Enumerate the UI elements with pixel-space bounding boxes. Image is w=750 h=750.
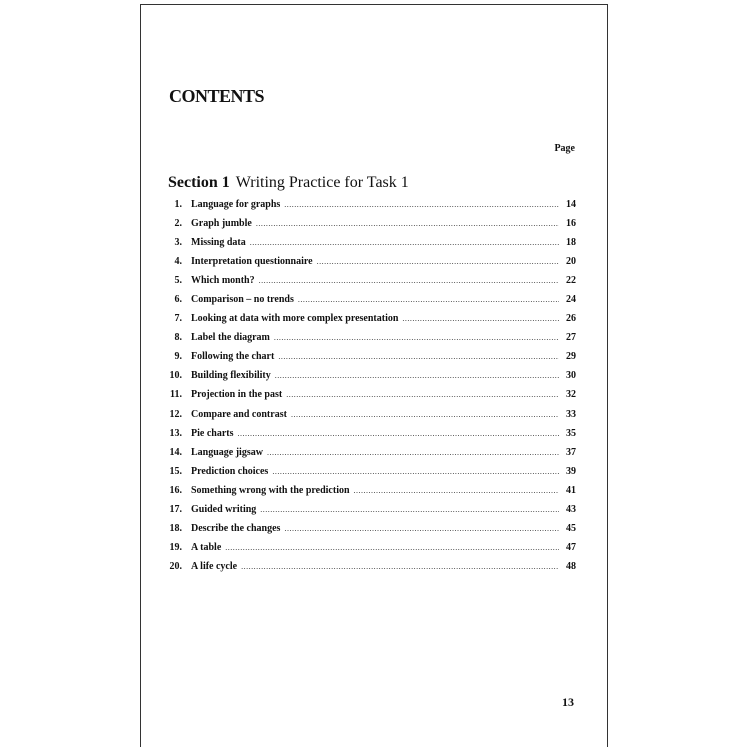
entry-page: 41 bbox=[566, 484, 576, 496]
toc-entry bbox=[160, 294, 576, 313]
dot-leader bbox=[298, 295, 559, 304]
toc-entry bbox=[160, 389, 576, 408]
toc-entry bbox=[160, 237, 576, 256]
entry-title: Interpretation questionnaire bbox=[191, 256, 313, 268]
dot-leader bbox=[278, 352, 559, 361]
toc-entry bbox=[160, 542, 576, 561]
entry-page: 45 bbox=[566, 522, 576, 534]
entry-page: 20 bbox=[566, 256, 576, 268]
dot-leader bbox=[291, 410, 559, 419]
entry-title: Building flexibility bbox=[191, 370, 271, 382]
toc-entry bbox=[160, 256, 576, 275]
entry-page: 30 bbox=[566, 370, 576, 382]
toc-entry bbox=[160, 523, 576, 542]
dot-leader bbox=[284, 524, 559, 533]
entry-title: Pie charts bbox=[191, 427, 234, 439]
dot-leader bbox=[317, 257, 559, 266]
entry-page: 43 bbox=[566, 503, 576, 515]
dot-leader bbox=[274, 333, 559, 342]
dot-leader bbox=[284, 200, 559, 209]
entry-number: 11. bbox=[170, 389, 182, 401]
toc-entry bbox=[160, 409, 576, 428]
entry-page: 48 bbox=[566, 560, 576, 572]
entry-page: 35 bbox=[566, 427, 576, 439]
entry-title: Describe the changes bbox=[191, 522, 281, 534]
toc-entry bbox=[160, 313, 576, 332]
entry-title: Compare and contrast bbox=[191, 408, 287, 420]
section-title: Writing Practice for Task 1 bbox=[235, 174, 409, 191]
entry-number: 5. bbox=[174, 275, 182, 287]
entry-title: Something wrong with the prediction bbox=[191, 484, 350, 496]
toc-entry bbox=[160, 466, 576, 485]
entry-title: Projection in the past bbox=[191, 389, 283, 401]
dot-leader bbox=[286, 390, 559, 399]
dot-leader bbox=[238, 429, 560, 438]
toc-entry bbox=[160, 351, 576, 370]
dot-leader bbox=[275, 371, 559, 380]
entry-page: 29 bbox=[566, 351, 576, 363]
entry-number: 6. bbox=[174, 294, 182, 306]
entry-title: Prediction choices bbox=[191, 465, 269, 477]
entry-number: 2. bbox=[174, 218, 182, 230]
dot-leader bbox=[402, 314, 559, 323]
entry-title: Following the chart bbox=[191, 351, 275, 363]
entry-title: Which month? bbox=[191, 275, 255, 287]
entry-page: 14 bbox=[566, 199, 576, 210]
entry-page: 16 bbox=[566, 218, 576, 230]
toc-entry bbox=[160, 561, 576, 580]
entry-page: 26 bbox=[566, 313, 576, 325]
entry-title: Graph jumble bbox=[191, 218, 252, 230]
entry-number: 7. bbox=[174, 313, 182, 325]
entry-number: 18. bbox=[169, 522, 182, 534]
entry-number: 20. bbox=[169, 560, 182, 572]
entry-title: Missing data bbox=[191, 237, 246, 249]
entry-title: A life cycle bbox=[191, 560, 238, 572]
toc-entry bbox=[160, 218, 576, 237]
entry-title: Language for graphs bbox=[191, 199, 281, 210]
entry-title: Looking at data with more complex presentation bbox=[191, 313, 399, 325]
entry-page: 27 bbox=[566, 332, 576, 344]
entry-number: 13. bbox=[169, 427, 182, 439]
dot-leader bbox=[267, 448, 559, 457]
entry-page: 22 bbox=[566, 275, 576, 287]
entry-page: 24 bbox=[566, 294, 576, 306]
dot-leader bbox=[272, 467, 559, 476]
entry-page: 33 bbox=[566, 408, 576, 420]
page-number: 13 bbox=[562, 695, 574, 709]
toc-entry bbox=[160, 428, 576, 447]
entry-number: 8. bbox=[174, 332, 182, 344]
entry-page: 39 bbox=[566, 465, 576, 477]
page-column-header: Page bbox=[554, 143, 575, 154]
entry-title: Language jigsaw bbox=[191, 446, 263, 458]
toc-entry bbox=[160, 332, 576, 351]
entry-title: Comparison – no trends bbox=[191, 294, 294, 306]
entry-title: Label the diagram bbox=[191, 332, 270, 344]
entry-number: 10. bbox=[169, 370, 182, 382]
entry-title: A table bbox=[191, 541, 222, 553]
toc-list bbox=[160, 199, 576, 580]
entry-number: 1. bbox=[174, 199, 182, 210]
toc-entry bbox=[160, 199, 576, 218]
toc-entry bbox=[160, 275, 576, 294]
entry-page: 18 bbox=[566, 237, 576, 249]
dot-leader bbox=[354, 486, 559, 495]
entry-title: Guided writing bbox=[191, 503, 257, 515]
entry-number: 19. bbox=[169, 541, 182, 553]
entry-number: 14. bbox=[169, 446, 182, 458]
entry-number: 15. bbox=[169, 465, 182, 477]
entry-number: 3. bbox=[174, 237, 182, 249]
dot-leader bbox=[260, 505, 559, 514]
dot-leader bbox=[259, 276, 559, 285]
page-title: CONTENTS bbox=[169, 86, 265, 106]
dot-leader bbox=[241, 562, 559, 571]
entry-number: 16. bbox=[169, 484, 182, 496]
entry-number: 4. bbox=[174, 256, 182, 268]
entry-number: 12. bbox=[169, 408, 182, 420]
entry-number: 17. bbox=[169, 503, 182, 515]
section-heading bbox=[168, 174, 409, 192]
entry-page: 47 bbox=[566, 541, 576, 553]
dot-leader bbox=[250, 238, 559, 247]
entry-page: 37 bbox=[566, 446, 576, 458]
section-label: Section 1 bbox=[168, 174, 230, 191]
toc-entry bbox=[160, 447, 576, 466]
dot-leader bbox=[256, 219, 559, 228]
toc-entry bbox=[160, 504, 576, 523]
dot-leader bbox=[225, 543, 559, 552]
toc-entry bbox=[160, 485, 576, 504]
entry-number: 9. bbox=[174, 351, 182, 363]
entry-page: 32 bbox=[566, 389, 576, 401]
toc-entry bbox=[160, 370, 576, 389]
